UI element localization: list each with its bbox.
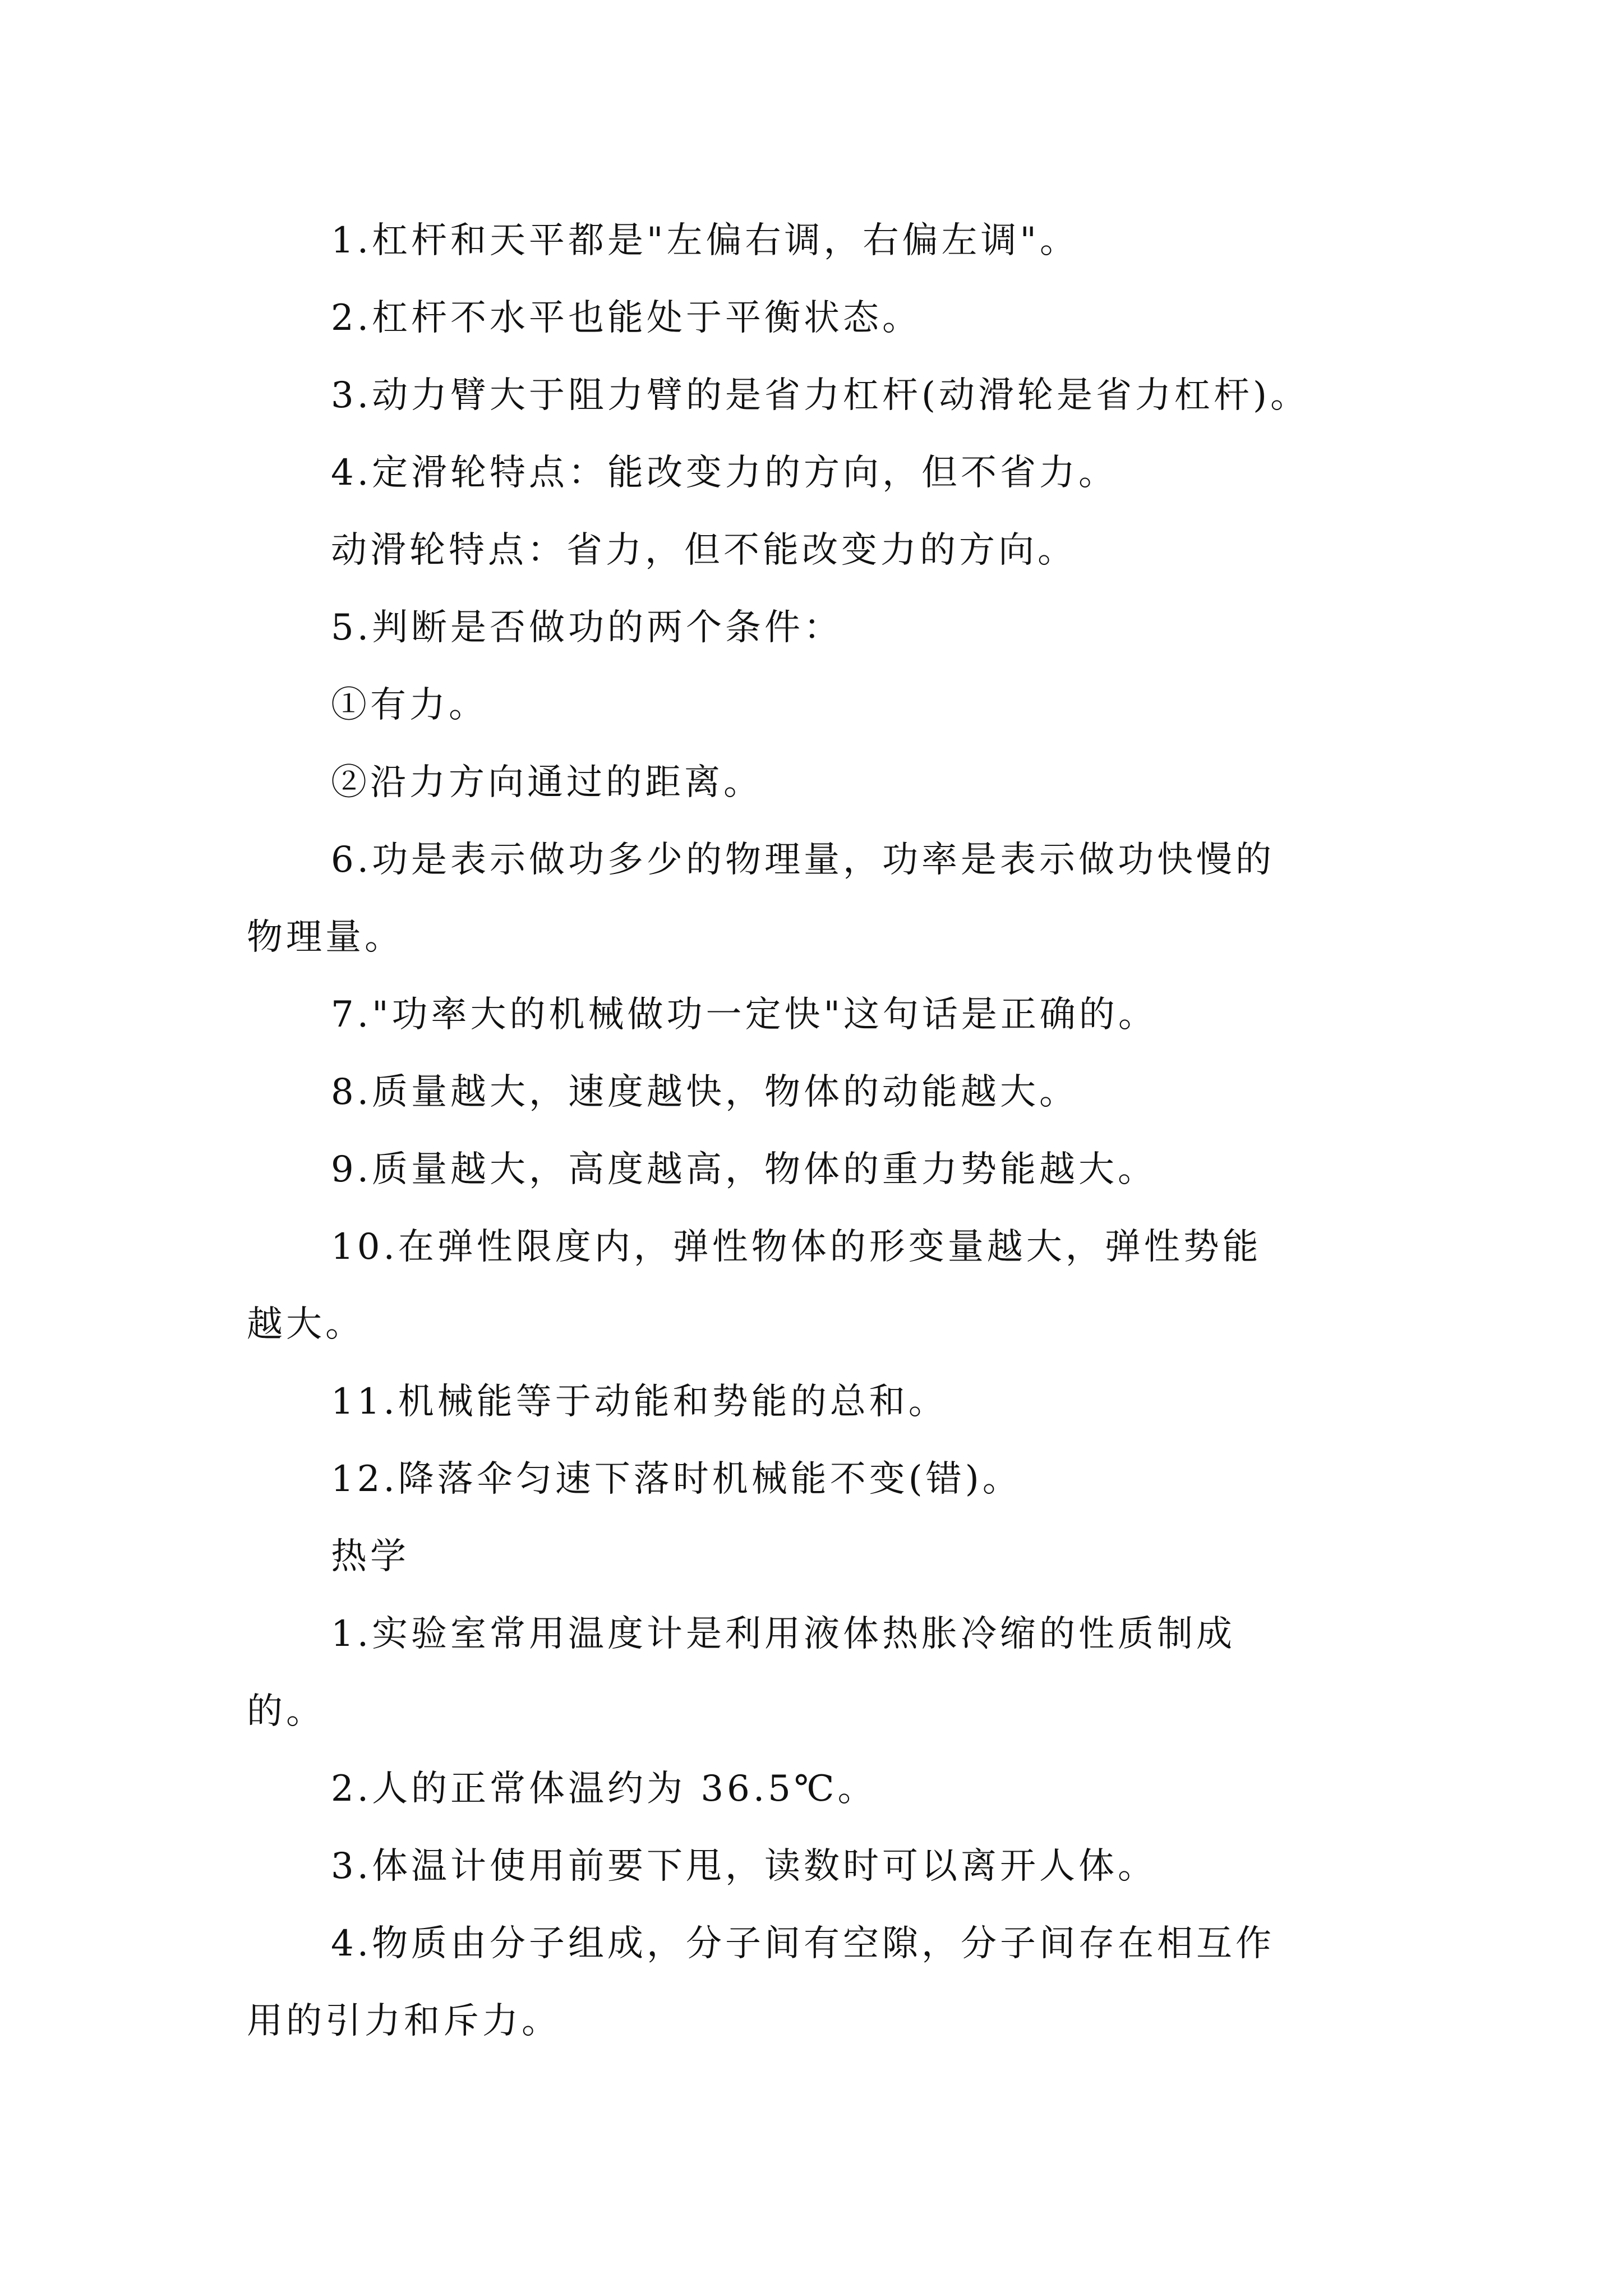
line-power-fast: 7."功率大的机械做功一定快"这句话是正确的。 xyxy=(331,994,1158,1036)
line-work-power-definition: 6.功是表示做功多少的物理量，功率是表示做功快慢的 xyxy=(331,839,1275,881)
line-lever-balance-adjust: 1.杠杆和天平都是"左偏右调，右偏左调"。 xyxy=(331,220,1079,261)
line-molecules-cont: 用的引力和斥力。 xyxy=(247,2000,561,2042)
line-condition-force: ①有力。 xyxy=(331,684,488,726)
document-body xyxy=(247,202,1385,2060)
line-thermometer: 1.实验室常用温度计是利用液体热胀冷缩的性质制成 xyxy=(331,1613,1236,1655)
line-lever-not-horizontal: 2.杠杆不水平也能处于平衡状态。 xyxy=(331,297,922,339)
line-elastic-energy: 10.在弹性限度内，弹性物体的形变量越大，弹性势能 xyxy=(331,1226,1262,1268)
line-work-power-definition-cont: 物理量。 xyxy=(247,917,404,958)
line-molecules: 4.物质由分子组成，分子间有空隙，分子间存在相互作 xyxy=(331,1923,1275,1964)
line-work-conditions: 5.判断是否做功的两个条件： xyxy=(331,607,843,648)
line-clinical-thermometer: 3.体温计使用前要下甩，读数时可以离开人体。 xyxy=(331,1846,1158,1887)
line-kinetic-energy: 8.质量越大，速度越快，物体的动能越大。 xyxy=(331,1071,1079,1113)
line-force-saving-lever: 3.动力臂大于阻力臂的是省力杠杆(动滑轮是省力杠杆)。 xyxy=(331,375,1310,416)
line-potential-energy: 9.质量越大，高度越高，物体的重力势能越大。 xyxy=(331,1149,1158,1190)
line-body-temperature: 2.人的正常体温约为 36.5℃。 xyxy=(331,1768,877,1810)
line-parachute: 12.降落伞匀速下落时机械能不变(错)。 xyxy=(331,1458,1022,1500)
line-thermometer-cont: 的。 xyxy=(247,1691,325,1732)
line-movable-pulley: 动滑轮特点：省力，但不能改变力的方向。 xyxy=(331,530,1077,571)
line-mechanical-energy: 11.机械能等于动能和势能的总和。 xyxy=(331,1381,948,1423)
section-heading-thermal: 热学 xyxy=(331,1536,409,1577)
line-elastic-energy-cont: 越大。 xyxy=(247,1304,365,1345)
line-condition-distance: ②沿力方向通过的距离。 xyxy=(331,762,763,803)
line-fixed-pulley: 4.定滑轮特点：能改变力的方向，但不省力。 xyxy=(331,452,1118,494)
